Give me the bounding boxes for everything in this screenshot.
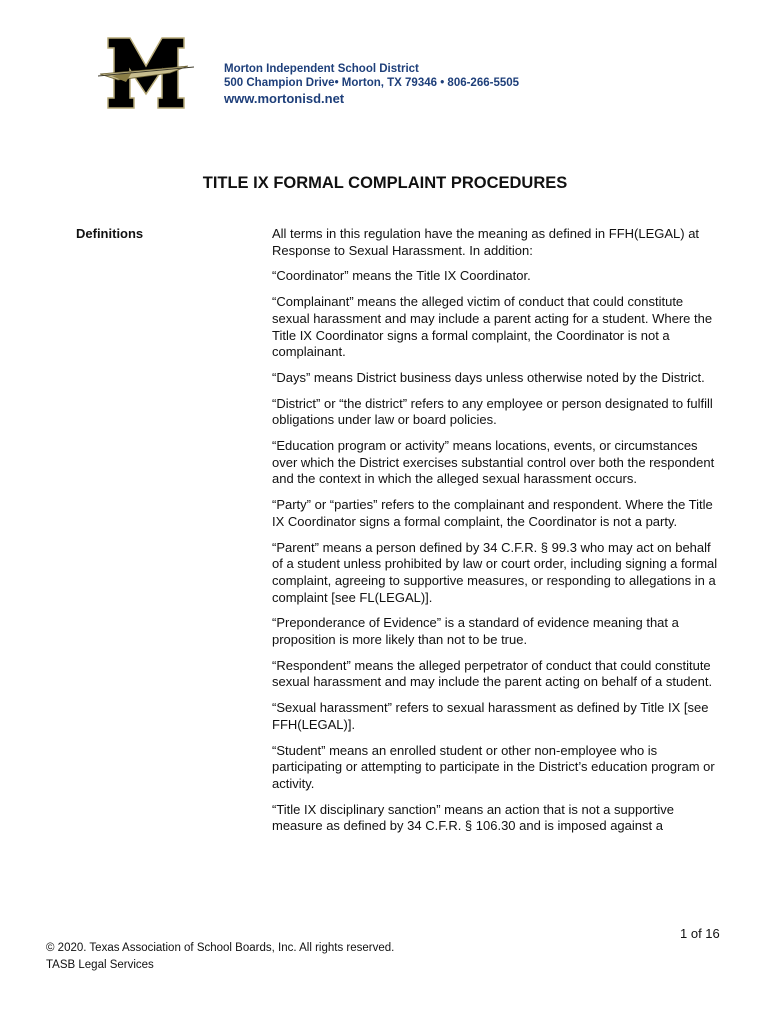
district-logo: [98, 36, 194, 110]
page-footer: [46, 940, 394, 973]
paragraph: “District” or “the district” refers to any employee or person designated to fulfill obligations under law or board policies.: [272, 395, 713, 428]
district-website: www.mortonisd.net: [224, 91, 345, 106]
section-label-definitions: Definitions: [76, 226, 144, 241]
paragraph: “Title IX disciplinary sanction” means an action that is not a supportive measure as defined by 34 C.F.R. § 106.30 and is imposed against a: [272, 801, 674, 834]
footer-legal-services: TASB Legal Services: [46, 958, 154, 971]
paragraph: “Sexual harassment” refers to sexual harassment as defined by Title IX [see FFH(LEGAL)].: [272, 700, 709, 732]
copyright-notice: © 2020. Texas Association of School Boards, Inc. All rights reserved.: [46, 942, 395, 954]
paragraph: “Education program or activity” means locations, events, or circumstances over which the District exercises substantial control over both the respondent and the context in which the alleged sexual harassment occurs.: [272, 438, 715, 487]
paragraph: “Days” means District business days unless otherwise noted by the District.: [272, 369, 705, 385]
district-name: Morton Independent School District: [224, 63, 419, 75]
district-header: [224, 62, 519, 108]
page-number: 1 of 16: [680, 926, 720, 941]
definitions-body: [272, 226, 720, 844]
paragraph: “Respondent” means the alleged perpetrator of conduct that could constitute sexual harassment and may include the parent acting on behalf of a student.: [272, 657, 713, 690]
paragraph: “Coordinator” means the Title IX Coordinator.: [272, 268, 531, 284]
paragraph: “Student” means an enrolled student or other non-employee who is participating or attempting to participate in the District’s education program or activity.: [272, 742, 715, 791]
paragraph: “Preponderance of Evidence” is a standard of evidence meaning that a proposition is more likely than not to be true.: [272, 615, 679, 648]
paragraph: “Party” or “parties” refers to the complainant and respondent. Where the Title IX Coordinator signs a formal complaint, the Coordinator is not a party.: [272, 497, 713, 529]
document-title: TITLE IX FORMAL COMPLAINT PROCEDURES: [202, 174, 568, 192]
district-logo-m-icon: [98, 36, 194, 110]
district-address: 500 Champion Drive• Morton, TX 79346 • 806-266-5505: [224, 77, 520, 89]
paragraph: “Complainant” means the alleged victim of conduct that could constitute sexual harassment and may include a parent acting for a student. Where the Title IX Coordinator signs a formal complaint, the Coordinator is not a complainant.: [272, 294, 713, 360]
paragraph: “Parent” means a person defined by 34 C.F.R. § 99.3 who may act on behalf of a student unless prohibited by law or court order, including signing a formal complaint, agreeing to supportive measures, or responding to allegations in a complaint [see FL(LEGAL)].: [272, 539, 718, 605]
paragraph: All terms in this regulation have the meaning as defined in FFH(LEGAL) at Response to Sexual Harassment. In addition:: [272, 226, 700, 258]
